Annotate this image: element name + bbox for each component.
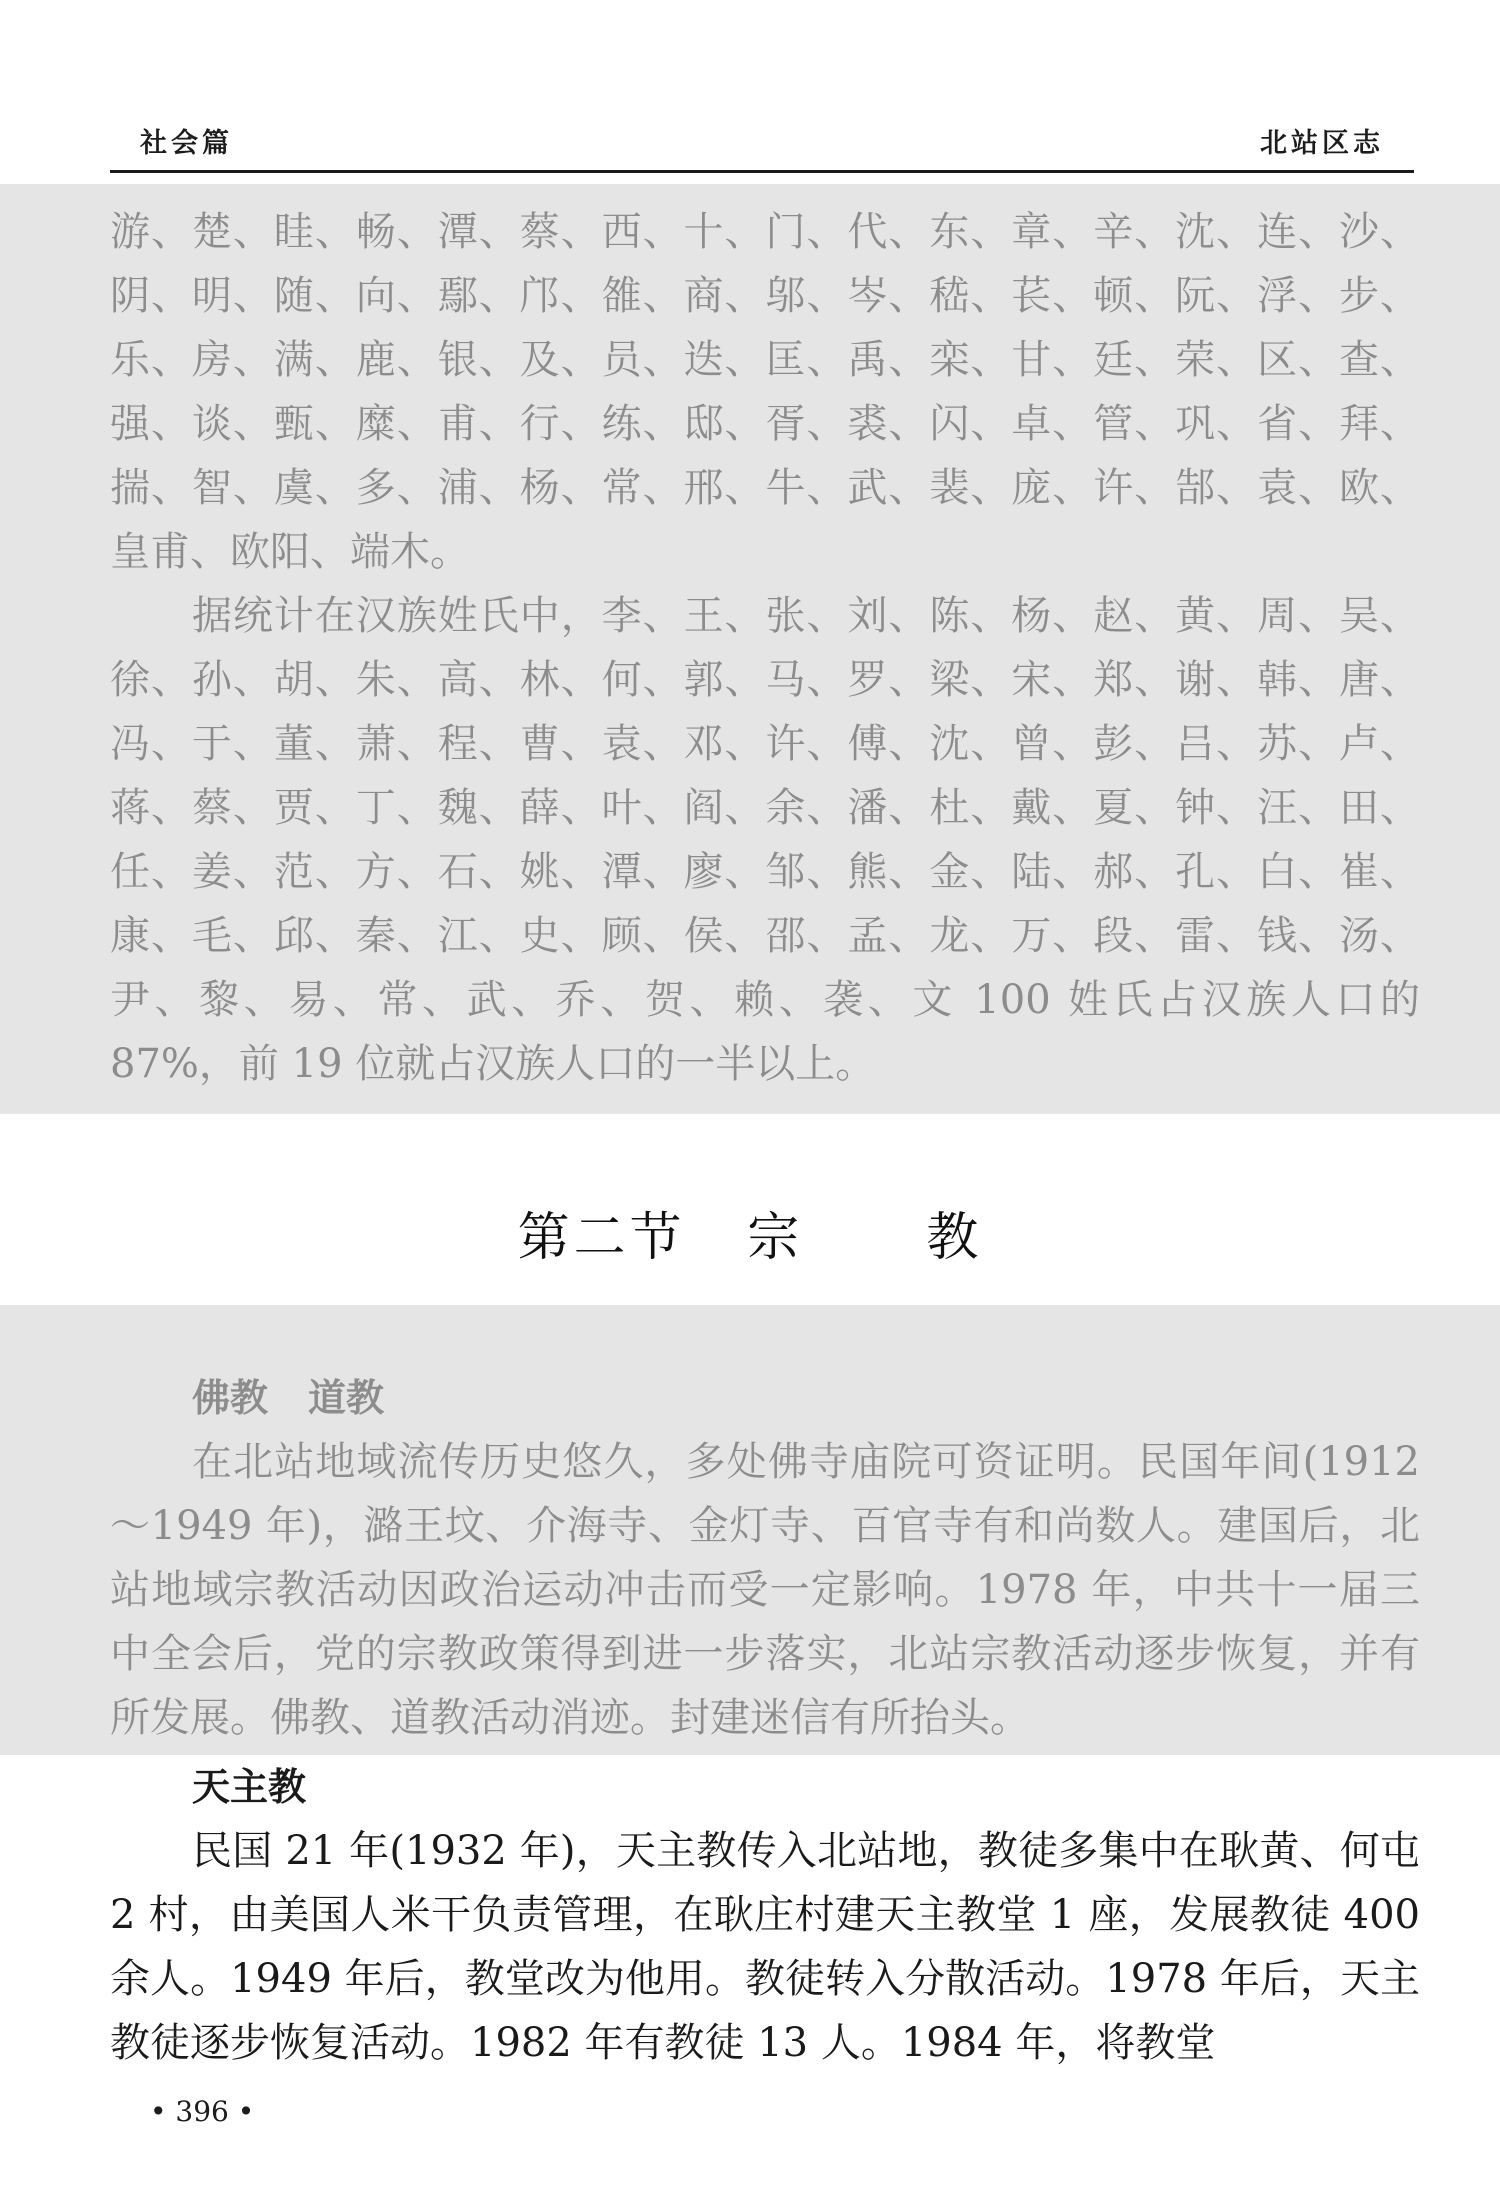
buddhism-taoism-paragraph: 在北站地域流传历史悠久，多处佛寺庙院可资证明。民国年间(1912～1949 年)，潞王坟、介海寺、金灯寺、百官寺有和尚数人。建国后，北站地域宗教活动因政治运动冲击而受一定影响。1978 年，中共十一届三中全会后，党的宗教政策得到进一步落实，北站宗教活动逐步恢复，并有所发展。佛教、道教活动消迹。封建迷信有所抬头。 [110,1439,1420,1741]
catholicism-heading: 天主教 [192,1765,307,1809]
section-number: 第二节 [517,1208,686,1268]
surnames-section [110,200,1420,1096]
surname-statistics-paragraph: 据统计在汉族姓氏中，李、王、张、刘、陈、杨、赵、黄、周、吴、徐、孙、胡、朱、高、林、何、郭、马、罗、梁、宋、郑、谢、韩、唐、冯、于、董、萧、程、曹、袁、邓、许、傅、沈、曾、彭、吕、苏、卢、蒋、蔡、贾、丁、魏、薛、叶、阎、余、潘、杜、戴、夏、钟、汪、田、任、姜、范、方、石、姚、潭、廖、邹、熊、金、陆、郝、孔、白、崔、康、毛、邱、秦、江、史、顾、侯、邵、孟、龙、万、段、雷、钱、汤、尹、黎、易、常、武、乔、贺、赖、袭、文 100 姓氏占汉族人口的 87%，前 19 位就占汉族人口的一半以上。 [110,593,1420,1087]
surname-list-paragraph: 游、楚、眭、畅、潭、蔡、西、十、门、代、东、章、辛、沈、连、沙、阴、明、随、向、鄢、邝、雒、商、邬、岑、嵇、苌、顿、阮、浮、步、乐、房、满、鹿、银、及、员、迭、匡、禹、栾、甘、廷、荣、区、查、强、谈、甄、糜、甫、行、练、邸、胥、裘、闪、卓、管、巩、省、拜、揣、智、虞、多、浦、杨、常、邢、牛、武、裴、庞、许、郜、袁、欧、皇甫、欧阳、端木。 [110,209,1420,575]
catholicism-section [110,1755,1420,2075]
buddhism-taoism-section [110,1366,1420,1750]
section-title-char-2: 教 [926,1208,983,1268]
section-title [0,1195,1500,1270]
catholicism-paragraph: 民国 21 年(1932 年)，天主教传入北站地，教徒多集中在耿黄、何屯 2 村，由美国人米干负责管理，在耿庄村建天主教堂 1 座，发展教徒 400 余人。1949 年后，教堂改为他用。教徒转入分散活动。1978 年后，天主教徒逐步恢复活动。1982 年有教徒 13 人。1984 年，将教堂 [110,1828,1420,2066]
header-chapter: 社会篇 [140,128,233,159]
section-title-char-1: 宗 [747,1208,804,1268]
page-number: • 396 • [150,2095,255,2128]
header-book-title: 北站区志 [1260,128,1384,159]
taoism-heading: 道教 [308,1376,385,1420]
page-header [110,118,1414,173]
buddhism-taoism-heading [192,1366,1420,1430]
buddhism-heading: 佛教 [192,1376,269,1420]
